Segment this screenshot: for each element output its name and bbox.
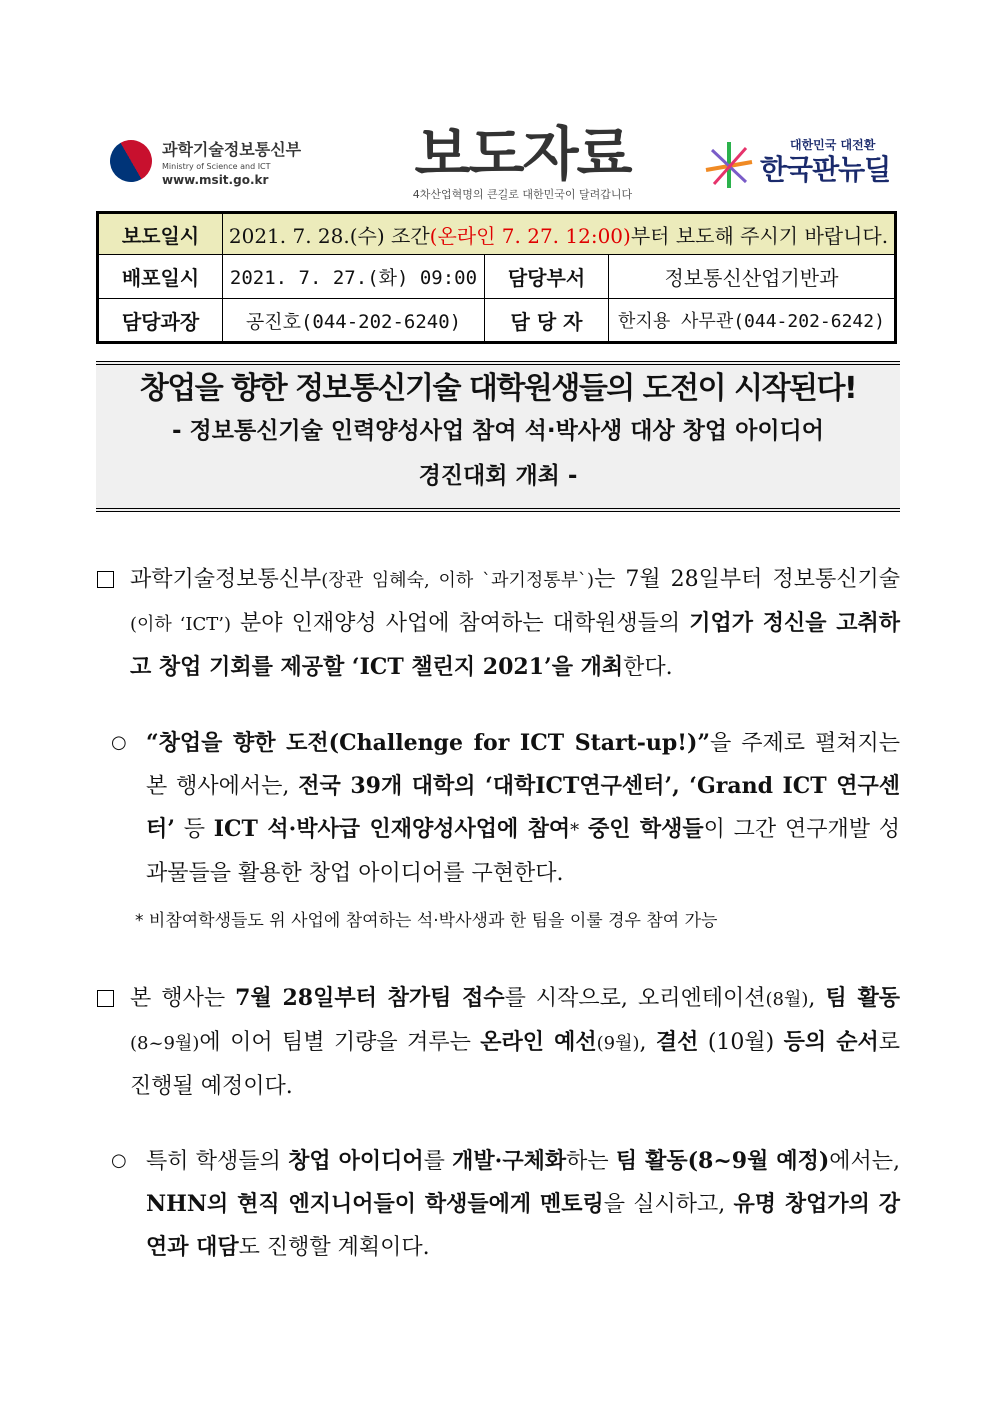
- dept-value: 정보통신산업기반과: [609, 255, 896, 299]
- staff-value: 한지용 사무관(044-202-6242): [609, 299, 896, 343]
- release-online-time: (온라인 7. 27. 12:00): [429, 223, 631, 248]
- text-segment: (8~9월 예정): [687, 1148, 830, 1174]
- footnote: * 비참여학생들도 위 사업에 참여하는 석·박사생과 한 팀을 이룰 경우 참여 가능: [135, 911, 718, 931]
- paragraph-4: [146, 1140, 900, 1269]
- release-info-table: [96, 211, 897, 344]
- doc-title: 보도자료: [414, 120, 631, 188]
- text-segment: 개발·구체화: [452, 1148, 567, 1174]
- section-1: [96, 558, 900, 689]
- text-segment: (10월): [698, 1030, 784, 1055]
- text-segment: 한다.: [623, 655, 673, 680]
- dist-date-label: 배포일시: [98, 255, 223, 299]
- release-date-label: 보도일시: [98, 213, 223, 255]
- text-segment: (9월): [596, 1033, 640, 1054]
- chief-value: 공진호(044-202-6240): [223, 299, 485, 343]
- paragraph-2: [146, 722, 900, 895]
- text-segment: NHN의 현직 엔지니어들이 학생들에게 멘토링: [146, 1191, 604, 1217]
- slogan: 4차산업혁명의 큰길로 대한민국이 달려갑니다: [412, 188, 633, 201]
- ministry-url: www.msit.go.kr: [162, 173, 269, 187]
- text-segment: 본 행사는: [130, 986, 236, 1011]
- text-segment: 로 진행될 예정이다.: [130, 1030, 900, 1099]
- text-segment: 를 시작으로, 오리엔테이션: [504, 986, 766, 1011]
- text-segment: 에 이어 팀별 기량을 겨루는: [199, 1030, 481, 1055]
- text-segment: 중인 학생들: [587, 816, 704, 842]
- checkbox-bullet-icon: [97, 990, 114, 1007]
- chief-label: 담당과장: [98, 299, 223, 343]
- section-4: [96, 1140, 900, 1269]
- text-segment: 등: [174, 817, 214, 842]
- dept-label: 담당부서: [485, 255, 609, 299]
- ministry-name-en: Ministry of Science and ICT: [162, 162, 271, 171]
- release-date-note: 부터 보도해 주시기 바랍니다.: [630, 223, 889, 248]
- dist-date-value: 2021. 7. 27.(화) 09:00: [223, 255, 485, 299]
- korean-new-deal-logo: [700, 138, 900, 194]
- text-segment: [579, 817, 588, 842]
- text-segment: 를: [423, 1149, 453, 1174]
- new-deal-tagline: 대한민국 대전환: [790, 138, 876, 152]
- text-segment: (장관 임혜숙, 이하 `과기정통부`): [321, 570, 595, 591]
- text-segment: (8~9월): [130, 1033, 200, 1054]
- new-deal-star-icon: [704, 140, 754, 190]
- text-segment: 에서는,: [829, 1149, 900, 1174]
- staff-label: 담 당 자: [485, 299, 609, 343]
- text-segment: 도 진행할 계획이다.: [238, 1235, 430, 1260]
- text-segment: 온라인 예선: [480, 1029, 597, 1055]
- text-segment: 분야 인재양성 사업에 참여하는 대학원생들의: [230, 611, 690, 636]
- text-segment: ,: [639, 1030, 656, 1055]
- headline-subtitle-1: - 정보통신기술 인력양성사업 참여 석·박사생 대상 창업 아이디어: [171, 418, 824, 444]
- text-segment: 과학기술정보통신부: [130, 567, 322, 592]
- release-date-value: [223, 213, 896, 255]
- headline-subtitle-2: 경진대회 개최 -: [418, 463, 578, 489]
- text-segment: 전국 39개 대학의 ‘대학ICT연구센터’, ‘Grand ICT 연구센터’: [146, 773, 900, 842]
- text-segment: 특히 학생들의: [146, 1149, 289, 1174]
- text-segment: 팀 활동: [615, 1148, 688, 1174]
- text-segment: 는 7월 28일부터 정보통신기술: [594, 567, 900, 592]
- ministry-name: 과학기술정보통신부: [162, 140, 302, 159]
- headline-box: [96, 361, 900, 512]
- text-segment: 창업 아이디어: [288, 1148, 424, 1174]
- text-segment: 유명 창업가의 강연과 대담: [146, 1191, 900, 1260]
- text-segment: *: [570, 820, 580, 841]
- paragraph-1: [130, 558, 900, 689]
- paragraph-3: [130, 977, 900, 1108]
- section-3: [96, 977, 900, 1108]
- text-segment: 7월 28일부터 참가팀 접수: [235, 985, 505, 1011]
- text-segment: ,: [808, 986, 826, 1011]
- document-body: [96, 361, 900, 1269]
- headline-title: 창업을 향한 정보통신기술 대학원생들의 도전이 시작된다!: [139, 371, 857, 406]
- circle-bullet-icon: ○: [111, 1150, 127, 1171]
- checkbox-bullet-icon: [97, 571, 114, 588]
- msit-logo: [110, 138, 340, 194]
- text-segment: 을 실시하고,: [603, 1192, 734, 1217]
- text-segment: 하는: [566, 1149, 616, 1174]
- text-segment: (이하 ‘ICT’): [130, 614, 231, 635]
- text-segment: 결선: [655, 1029, 699, 1055]
- taegeuk-emblem-icon: [102, 132, 159, 189]
- new-deal-name: 한국판뉴딜: [760, 153, 891, 186]
- text-segment: 이 그간 연구개발 성과물들을 활용한 창업 아이디어를 구현한다.: [146, 817, 900, 886]
- release-date-main: 2021. 7. 28.(수) 조간: [228, 223, 430, 248]
- text-segment: “창업을 향한 도전(Challenge for ICT Start-up!)”: [146, 730, 711, 756]
- text-segment: (8월): [765, 989, 809, 1010]
- text-segment: 등의 순서: [783, 1029, 879, 1055]
- section-2: [96, 722, 900, 895]
- text-segment: 팀 활동: [825, 985, 900, 1011]
- text-segment: 을 주제로 펼쳐지는 본 행사에서는,: [146, 731, 900, 799]
- text-segment: ICT 석·박사급 인재양성사업에 참여: [213, 816, 571, 842]
- circle-bullet-icon: ○: [111, 732, 127, 753]
- text-segment: 기업가 정신을 고취하고 창업 기회를 제공할 ‘ICT 챌린지 2021’을 개최: [130, 610, 901, 680]
